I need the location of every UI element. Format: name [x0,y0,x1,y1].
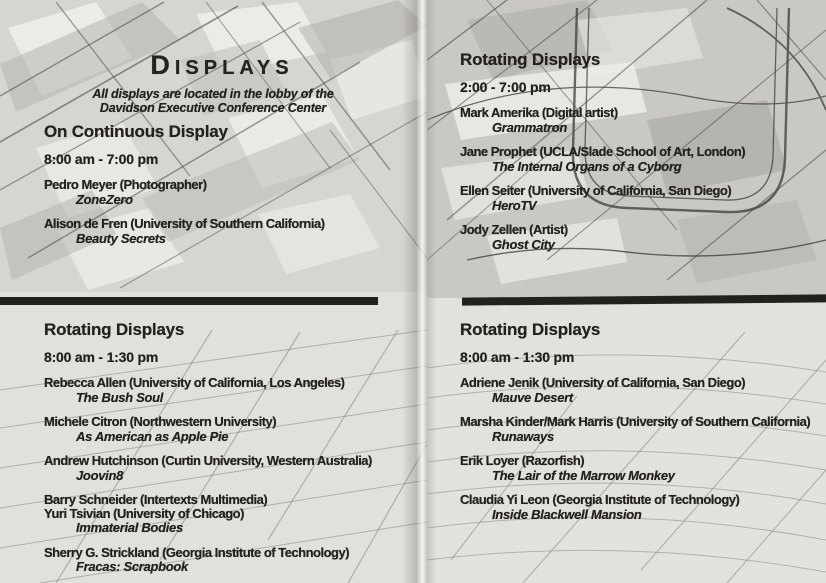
exhibitor-name: Alison de Fren (University of Southern California) [44,216,325,231]
display-entry [460,106,745,134]
work-title: Grammatron [492,119,568,135]
exhibitor-name: Andrew Hutchinson (Curtin University, Western Australia) [44,453,372,468]
work-title: HeroTV [492,197,537,213]
section-time: 2:00 - 7:00 pm [460,79,551,95]
work-title: The Bush Soul [76,389,164,405]
divider-bar-left [0,297,378,305]
section-rotating-left [44,320,372,574]
display-entry [460,223,745,251]
section-heading: On Continuous Display [44,122,228,141]
display-entry [460,415,810,443]
display-entry [460,145,745,173]
work-title: The Lair of the Marrow Monkey [492,467,675,483]
display-entry [44,454,372,482]
exhibitor-name: Pedro Meyer (Photographer) [44,177,207,192]
exhibitor-name: Marsha Kinder/Mark Harris (University of Southern California) [460,414,811,429]
exhibitor-name: Adriene Jenik (University of California, San Diego) [460,375,746,390]
exhibitor-name: Barry Schneider (Intertexts Multimedia) [44,492,268,507]
location-note-line2: Davidson Executive Conference Center [99,101,327,115]
location-note [0,87,426,115]
work-title: Runaways [492,428,554,444]
exhibitor-name: Erik Loyer (Razorfish) [460,453,585,468]
exhibitor-name: Yuri Tsivian (University of Chicago) [44,505,244,521]
display-entry [44,493,372,535]
display-entry [44,415,372,443]
exhibitor-name: Rebecca Allen (University of California, Los Angeles) [44,375,345,390]
work-title: Joovin8 [76,467,124,483]
section-time: 8:00 am - 7:00 pm [44,151,159,167]
section-time: 8:00 am - 1:30 pm [44,349,159,365]
exhibitor-name: Claudia Yi Leon (Georgia Institute of Technology) [460,492,740,507]
display-entry [44,546,372,574]
work-title: Immaterial Bodies [76,520,183,535]
exhibitor-name: Mark Amerika (Digital artist) [460,105,618,120]
display-entry [460,184,745,212]
section-rotating-right-bottom [460,320,810,521]
work-title: Mauve Desert [492,389,573,405]
section-heading: Rotating Displays [460,50,601,69]
section-time: 8:00 am - 1:30 pm [460,349,575,365]
location-note-line1: All displays are located in the lobby of the [92,87,334,101]
section-heading: Rotating Displays [460,320,601,339]
work-title: Ghost City [492,236,555,252]
section-heading: Rotating Displays [44,320,185,339]
exhibitor-name: Jane Prophet (UCLA/Slade School of Art, London) [460,144,746,159]
work-title: The Internal Organs of a Cyborg [492,158,682,174]
display-entry [44,376,372,404]
exhibitor-name: Ellen Seiter (University of California, San Diego) [460,183,732,198]
display-entry [460,454,810,482]
section-continuous-display [44,122,325,245]
exhibitor-name: Sherry G. Strickland (Georgia Institute of Technology) [44,544,350,560]
page-title: DISPLAYS [150,50,294,80]
section-rotating-right-top [460,50,745,251]
work-title: Fracas: Scrapbook [76,559,188,574]
work-title: ZoneZero [76,191,133,207]
work-title: Inside Blackwell Mansion [492,506,642,522]
display-entry [460,376,810,404]
display-entry [460,493,810,521]
display-entry [44,217,325,245]
work-title: Beauty Secrets [76,230,166,246]
exhibitor-name: Michele Citron (Northwestern University) [44,414,277,429]
exhibitor-name: Jody Zellen (Artist) [460,222,568,237]
work-title: As American as Apple Pie [76,428,229,444]
display-entry [44,178,325,206]
